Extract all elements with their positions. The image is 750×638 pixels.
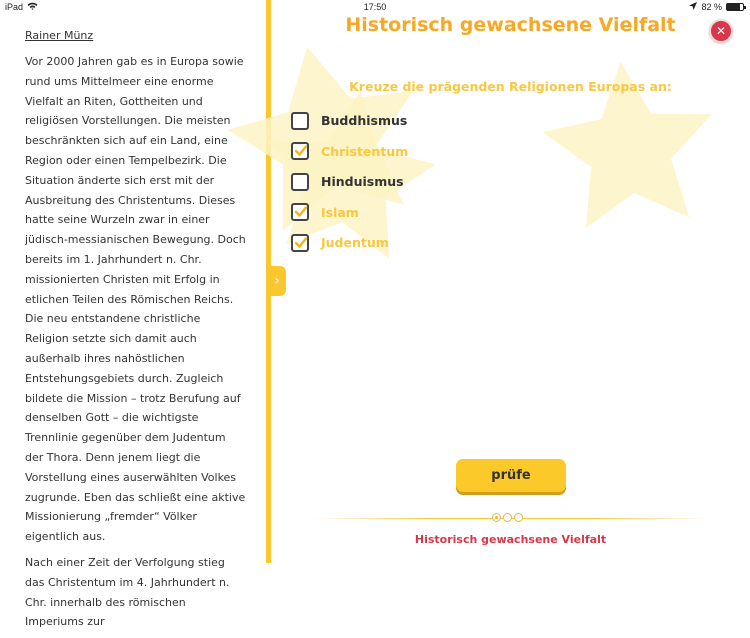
close-button[interactable]	[709, 19, 733, 43]
quiz-title: Historisch gewachsene Vielfalt	[345, 14, 676, 36]
reading-pane[interactable]	[0, 0, 268, 629]
checkmark-icon	[294, 236, 308, 250]
article-paragraph: Vor 2000 Jahren gab es in Europa sowie rund ums Mittelmeer eine enorme Vielfalt an Riten, Gottheiten und religiösen Vorstellungen. Die meisten beschränkten sich auf ein Land, eine Region oder einen Tempelbezirk. Die Situation änderte sich erst mit der Ausbreitung des Christentums. Dieses hatte seine Wurzeln zwar in einer jüdisch-messianischen Bewegung. Doch bereits im 1. Jahrhundert n. Chr. missionierten Christen mit Erfolg in etlichen Teilen des Römischen Reichs. Die neu entstandene christliche Religion setzte sich damit auch außerhalb ihres nahöstlichen Entstehungsgebiets durch. Zugleich bildete die Mission – trotz Berufung auf denselben Gott – die wichtigste Trennlinie gegenüber dem Judentum der Thora. Denn jenem liegt die Vorstellung eines auserwählten Volkes zugrunde. Eben das schließt eine aktive Missionierung „fremder“ Völker eigentlich aus.	[25, 55, 246, 544]
option-judentum[interactable]	[291, 232, 408, 253]
check-button[interactable]: prüfe	[456, 459, 566, 492]
status-bar	[0, 0, 750, 16]
quiz-instruction: Kreuze die prägenden Religionen Europas an:	[349, 79, 672, 94]
page-dot[interactable]	[492, 513, 501, 522]
option-hinduismus[interactable]	[291, 171, 408, 192]
footer-title: Historisch gewachsene Vielfalt	[414, 533, 607, 546]
page-indicator	[492, 513, 523, 522]
battery-percent: 82 %	[701, 2, 722, 12]
answer-options	[291, 110, 408, 263]
checkbox[interactable]	[291, 142, 309, 160]
option-buddhismus[interactable]	[291, 110, 408, 131]
checkbox[interactable]	[291, 234, 309, 252]
battery-fill	[727, 4, 740, 10]
option-christentum[interactable]	[291, 141, 408, 162]
checkmark-icon	[294, 144, 308, 158]
option-islam[interactable]	[291, 202, 408, 223]
quiz-pane	[271, 0, 750, 563]
option-label: Hinduismus	[321, 174, 404, 189]
location-arrow-icon	[689, 2, 697, 12]
checkbox[interactable]	[291, 173, 309, 191]
close-icon: ✕	[715, 24, 727, 38]
clock: 17:50	[363, 2, 387, 12]
chevron-right-icon[interactable]: ›	[268, 266, 286, 296]
checkbox[interactable]	[291, 112, 309, 130]
battery-icon	[726, 3, 744, 11]
option-label: Buddhismus	[321, 113, 408, 128]
device-name: iPad	[5, 2, 24, 12]
page-dot[interactable]	[503, 513, 512, 522]
article-paragraph: Nach einer Zeit der Verfolgung stieg das Christentum im 4. Jahrhundert n. Chr. innerhalb des römischen Imperiums zur	[25, 555, 230, 629]
option-label: Islam	[321, 204, 359, 220]
checkbox[interactable]	[291, 203, 309, 221]
article-text	[25, 52, 247, 638]
checkmark-icon	[294, 205, 308, 219]
page-dot[interactable]	[514, 513, 523, 522]
option-label: Christentum	[321, 143, 409, 159]
option-label: Judentum	[321, 235, 389, 250]
author-link[interactable]: Rainer Münz	[25, 29, 94, 42]
